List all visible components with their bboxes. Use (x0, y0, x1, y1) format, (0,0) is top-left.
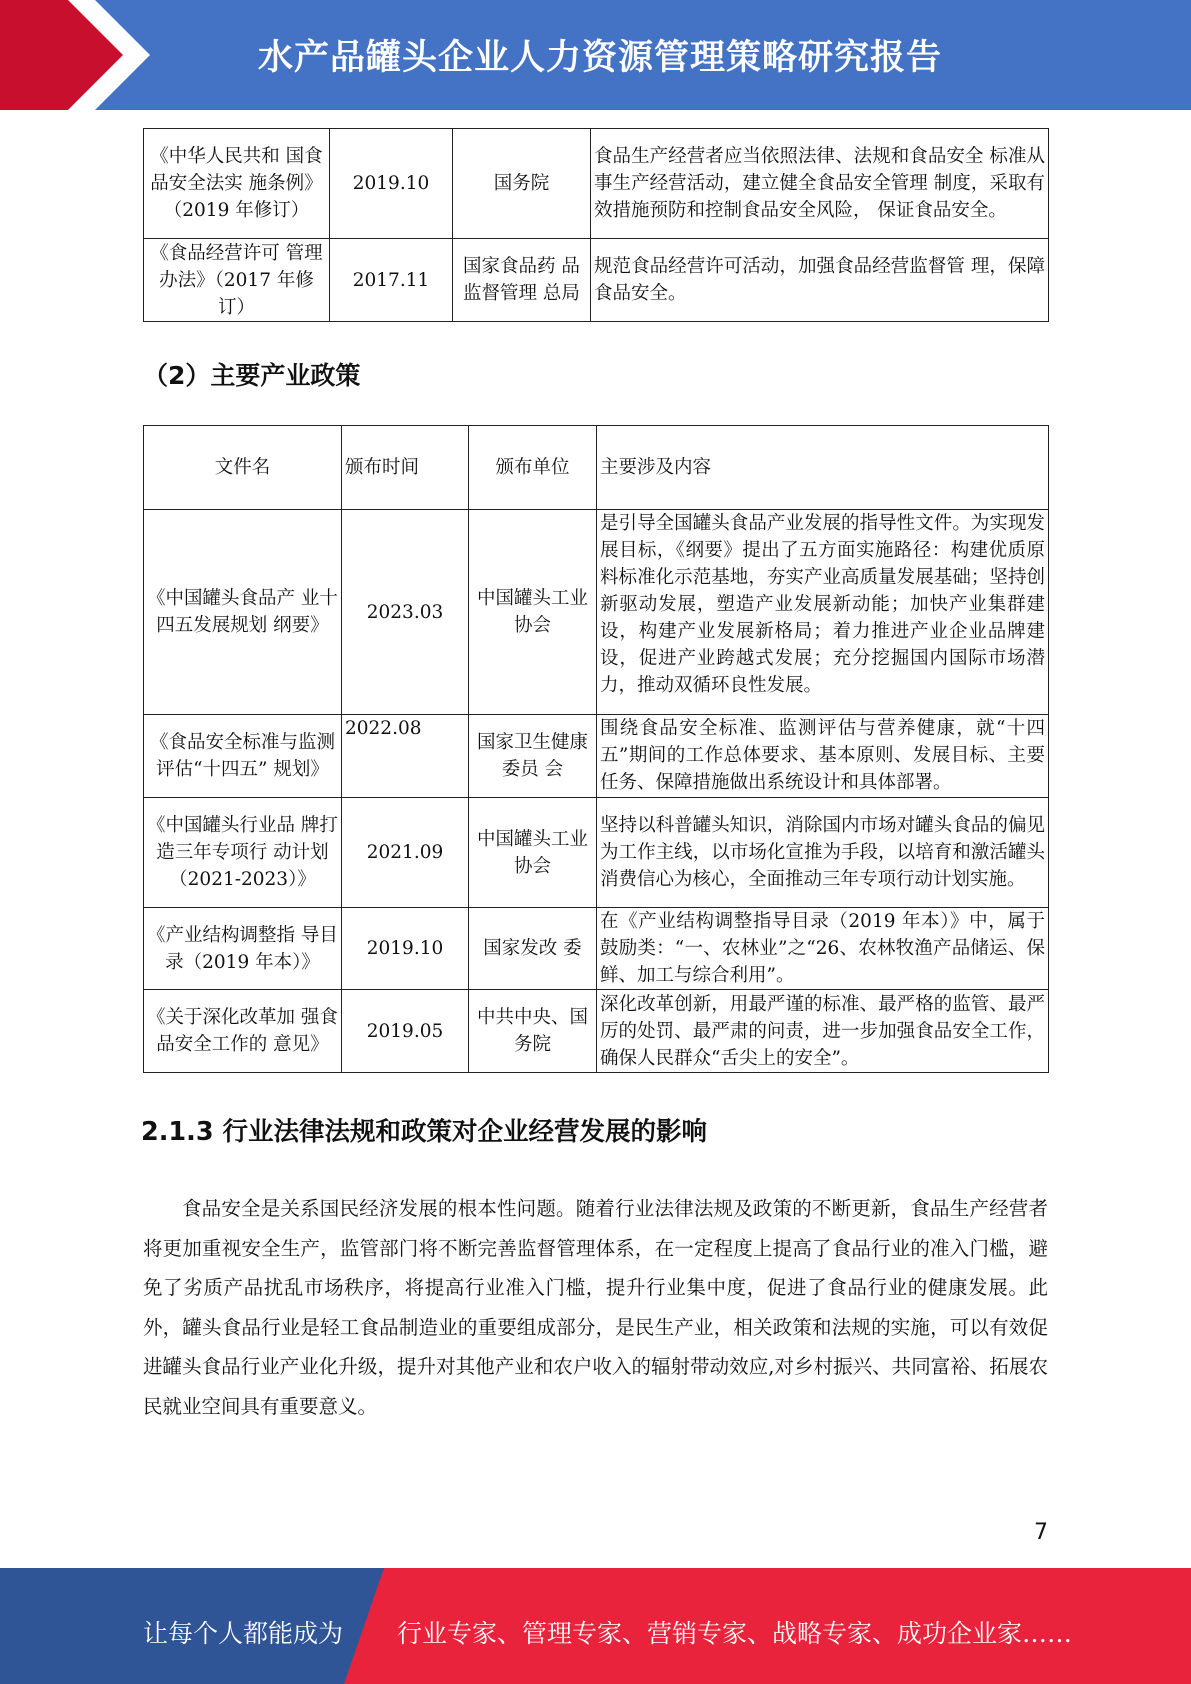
header-issuer: 颁布单位 (469, 426, 597, 510)
laws-table (143, 128, 1049, 322)
doc-name-cell: 《食品安全标准与监测评估“十四五” 规划》 (144, 715, 342, 798)
content-text: 坚持以科普罐头知识，消除国内市场对罐头食品的偏见为工作主线，以市场化宣推为手段，以培育和激活罐头消费信心为核心，全面推动三年专项行动计划实施。 (600, 815, 1045, 890)
doc-name-cell: 《中国罐头食品产 业十四五发展规划 纲要》 (144, 510, 342, 715)
table-row (144, 908, 1049, 990)
footer-slogan-right: 行业专家、管理专家、营销专家、战略专家、成功企业家…… (397, 1619, 1073, 1648)
header-doc-name: 文件名 (144, 426, 342, 510)
content-cell (597, 908, 1049, 990)
date-cell: 2022.08 (342, 715, 469, 798)
policy-table (143, 425, 1049, 1073)
content-text: 在《产业结构调整指导目录（2019 年本）》中，属于鼓励类：“一、农林业”之“26、农林牧渔产品储运、保鲜、加工与综合利用”。 (600, 911, 1045, 986)
table-row (144, 798, 1049, 908)
content-cell (597, 715, 1049, 798)
date-cell: 2021.09 (342, 798, 469, 908)
date-cell: 2017.11 (330, 239, 453, 322)
date-cell: 2019.10 (330, 129, 453, 239)
issuer-cell: 中共中央、国务院 (469, 990, 597, 1073)
content-cell: 规范食品经营许可活动，加强食品经营监督管 理，保障食品安全。 (591, 239, 1049, 322)
issuer-cell: 中国罐头工业协会 (469, 510, 597, 715)
table-header-row (144, 426, 1049, 510)
subheading-industry-policies: （2）主要产业政策 (143, 361, 361, 390)
doc-name-cell: 《中华人民共和 国食品安全法实 施条例》（2019 年修订） (144, 129, 330, 239)
content-cell: 食品生产经营者应当依照法律、法规和食品安全 标准从事生产经营活动，建立健全食品安全管理 制度，采取有效措施预防和控制食品安全风险， 保证食品安全。 (591, 129, 1049, 239)
table-row (144, 510, 1049, 715)
table-row (144, 239, 1049, 322)
table-row (144, 990, 1049, 1073)
content-text: 围绕食品安全标准、监测评估与营养健康，就“十四五”期间的工作总体要求、基本原则、发展目标、主要任务、保障措施做出系统设计和具体部署。 (600, 718, 1045, 793)
issuer-cell: 国家发改 委 (469, 908, 597, 990)
issuer-cell: 国家卫生健康委员 会 (469, 715, 597, 798)
content-text: 深化改革创新，用最严谨的标准、最严格的监管、最严厉的处罚、最严肃的问责，进一步加强食品安全工作，确保人民群众“舌尖上的安全”。 (600, 993, 1045, 1069)
page-number: 7 (1034, 1520, 1048, 1545)
doc-name-cell: 《关于深化改革加 强食品安全工作的 意见》 (144, 990, 342, 1073)
page-header (0, 0, 1191, 110)
header-title: 水产品罐头企业人力资源管理策略研究报告 (258, 38, 943, 78)
content-cell (597, 510, 1049, 715)
content-cell (597, 798, 1049, 908)
issuer-cell: 国务院 (453, 129, 591, 239)
issuer-cell: 中国罐头工业协会 (469, 798, 597, 908)
date-cell: 2019.05 (342, 990, 469, 1073)
page-footer (0, 1568, 1191, 1684)
footer-slogan-left: 让每个人都能成为 (143, 1619, 344, 1648)
section-heading: 2.1.3 行业法律法规和政策对企业经营发展的影响 (141, 1117, 707, 1147)
header-date: 颁布时间 (342, 426, 469, 510)
date-cell: 2019.10 (342, 908, 469, 990)
table-row (144, 715, 1049, 798)
content-text: 是引导全国罐头食品产业发展的指导性文件。为实现发展目标，《纲要》提出了五方面实施路径：构建优质原料标准化示范基地，夯实产业高质量发展基础；坚持创新驱动发展，塑造产业发展新动能；加快产业集群建设，构建产业发展新格局；着力推进产业企业品牌建设，促进产业跨越式发展；充分挖掘国内国际市场潜力，推动双循环良性发展。 (600, 513, 1045, 696)
date-cell: 2023.03 (342, 510, 469, 715)
section-body (143, 1189, 1048, 1426)
doc-name-cell: 《产业结构调整指 导目录（2019 年本）》 (144, 908, 342, 990)
header-content: 主要涉及内容 (597, 426, 1049, 510)
body-paragraph: 食品安全是关系国民经济发展的根本性问题。随着行业法律法规及政策的不断更新，食品生产经营者将更加重视安全生产，监管部门将不断完善监督管理体系，在一定程度上提高了食品行业的准入门槛，避免了劣质产品扰乱市场秩序，将提高行业准入门槛，提升行业集中度，促进了食品行业的健康发展。此外，罐头食品行业是轻工食品制造业的重要组成部分，是民生产业，相关政策和法规的实施，可以有效促进罐头食品行业产业化升级，提升对其他产业和农户收入的辐射带动效应,对乡村振兴、共同富裕、拓展农民就业空间具有重要意义。 (143, 1197, 1048, 1418)
doc-name-cell: 《中国罐头行业品 牌打造三年专项行 动计划（2021-2023）》 (144, 798, 342, 908)
table-row (144, 129, 1049, 239)
doc-name-cell: 《食品经营许可 管理办法》（2017 年修订） (144, 239, 330, 322)
issuer-cell: 国家食品药 品监督管理 总局 (453, 239, 591, 322)
content-cell (597, 990, 1049, 1073)
